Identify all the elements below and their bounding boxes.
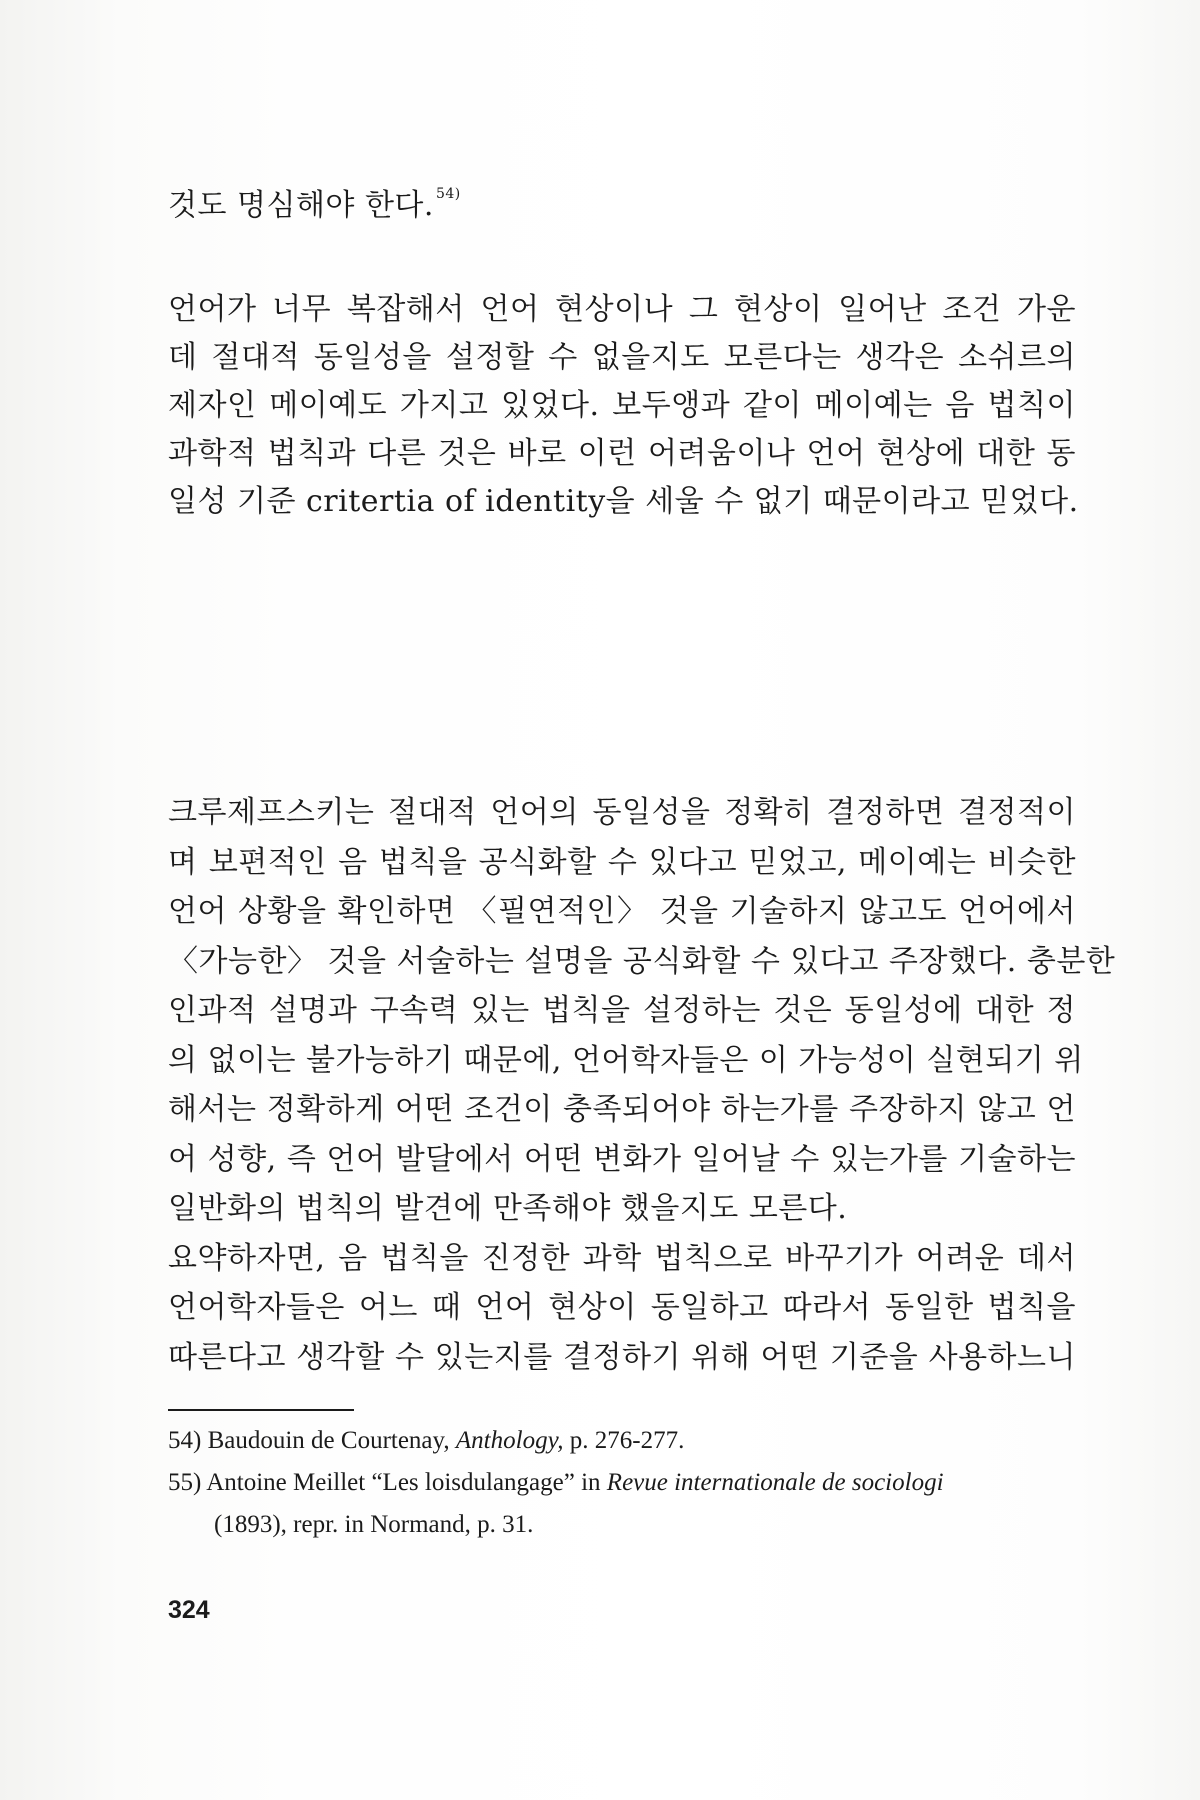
text-line: 과학적 법칙과 다른 것은 바로 이런 어려움이나 언어 현상에 대한 동 (168, 436, 1076, 471)
footnote-title: Anthology, (455, 1427, 564, 1454)
text-line (168, 182, 1076, 230)
footnotes (168, 1420, 1076, 1546)
footnote-title: Revue internationale de sociologi (606, 1469, 944, 1496)
text-line: 언어가 너무 복잡해서 언어 현상이나 그 현상이 일어난 조건 가운 (168, 292, 1076, 327)
footnote-marker: 54) (435, 186, 461, 202)
paragraph-continuation (168, 182, 1076, 230)
footnote-author: Baudouin de Courtenay, (207, 1427, 450, 1454)
paragraph-kruszewski (168, 788, 1116, 1382)
text-line: 해서는 정확하게 어떤 조건이 충족되어야 하는가를 주장하지 않고 언 (168, 1092, 1076, 1127)
footnote-54 (168, 1420, 1076, 1462)
text-line: 〈가능한〉 것을 서술하는 설명을 공식화할 수 있다고 주장했다. 충분한 (168, 943, 1116, 979)
text-line: 언어학자들은 어느 때 언어 현상이 동일하고 따라서 동일한 법칙을 (168, 1290, 1076, 1325)
footnote-label: 55) (168, 1469, 202, 1496)
text-line: 언어 상황을 확인하면 〈필연적인〉 것을 기술하지 않고도 언어에서 (168, 894, 1076, 929)
text-line: 일성 기준 critertia of identity을 세울 수 없기 때문이라고 믿었다. (168, 484, 1079, 519)
text-line: 제자인 메이예도 가지고 있었다. 보두앵과 같이 메이예는 음 법칙이 (168, 388, 1076, 423)
text-line: 데 절대적 동일성을 설정할 수 없을지도 모른다는 생각은 소쉬르의 (168, 340, 1076, 375)
text-line: 며 보편적인 음 법칙을 공식화할 수 있다고 믿었고, 메이예는 비슷한 (168, 844, 1076, 880)
footnote-label: 54) (168, 1427, 202, 1454)
text-line: 요약하자면, 음 법칙을 진정한 과학 법칙으로 바꾸기가 어려운 데서 (168, 1240, 1076, 1276)
page-number: 324 (168, 1596, 210, 1624)
footnote-pages: p. 276-277. (569, 1427, 685, 1454)
quote-line (204, 692, 1076, 748)
footnote-author: Antoine Meillet “Les loisdulangage” in (206, 1469, 601, 1496)
block-quote (204, 580, 1076, 748)
text-line: 의 없이는 불가능하기 때문에, 언어학자들은 이 가능성이 실현되기 위 (168, 1042, 1084, 1078)
footnote-divider (168, 1409, 354, 1411)
text-line: 일반화의 법칙의 발견에 만족해야 했을지도 모른다. (168, 1191, 848, 1226)
paragraph-meillet (168, 286, 1079, 526)
text-line: 따른다고 생각할 수 있는지를 결정하기 위해 어떤 기준을 사용하느니 (168, 1339, 1076, 1375)
quote-line (204, 636, 1076, 692)
quote-line (204, 580, 1076, 636)
text-line: 크루제프스키는 절대적 언어의 동일성을 정확히 결정하면 결정적이 (168, 795, 1076, 830)
footnote-55-continuation: (1893), repr. in Normand, p. 31. (214, 1511, 534, 1538)
text-line: 어 성향, 즉 언어 발달에서 어떤 변화가 일어날 수 있는가를 기술하는 (168, 1141, 1076, 1177)
text-line-content: 것도 명심해야 한다. (168, 188, 434, 223)
footnote-55 (168, 1462, 1076, 1504)
text-line: 인과적 설명과 구속력 있는 법칙을 설정하는 것은 동일성에 대한 정 (168, 993, 1076, 1028)
